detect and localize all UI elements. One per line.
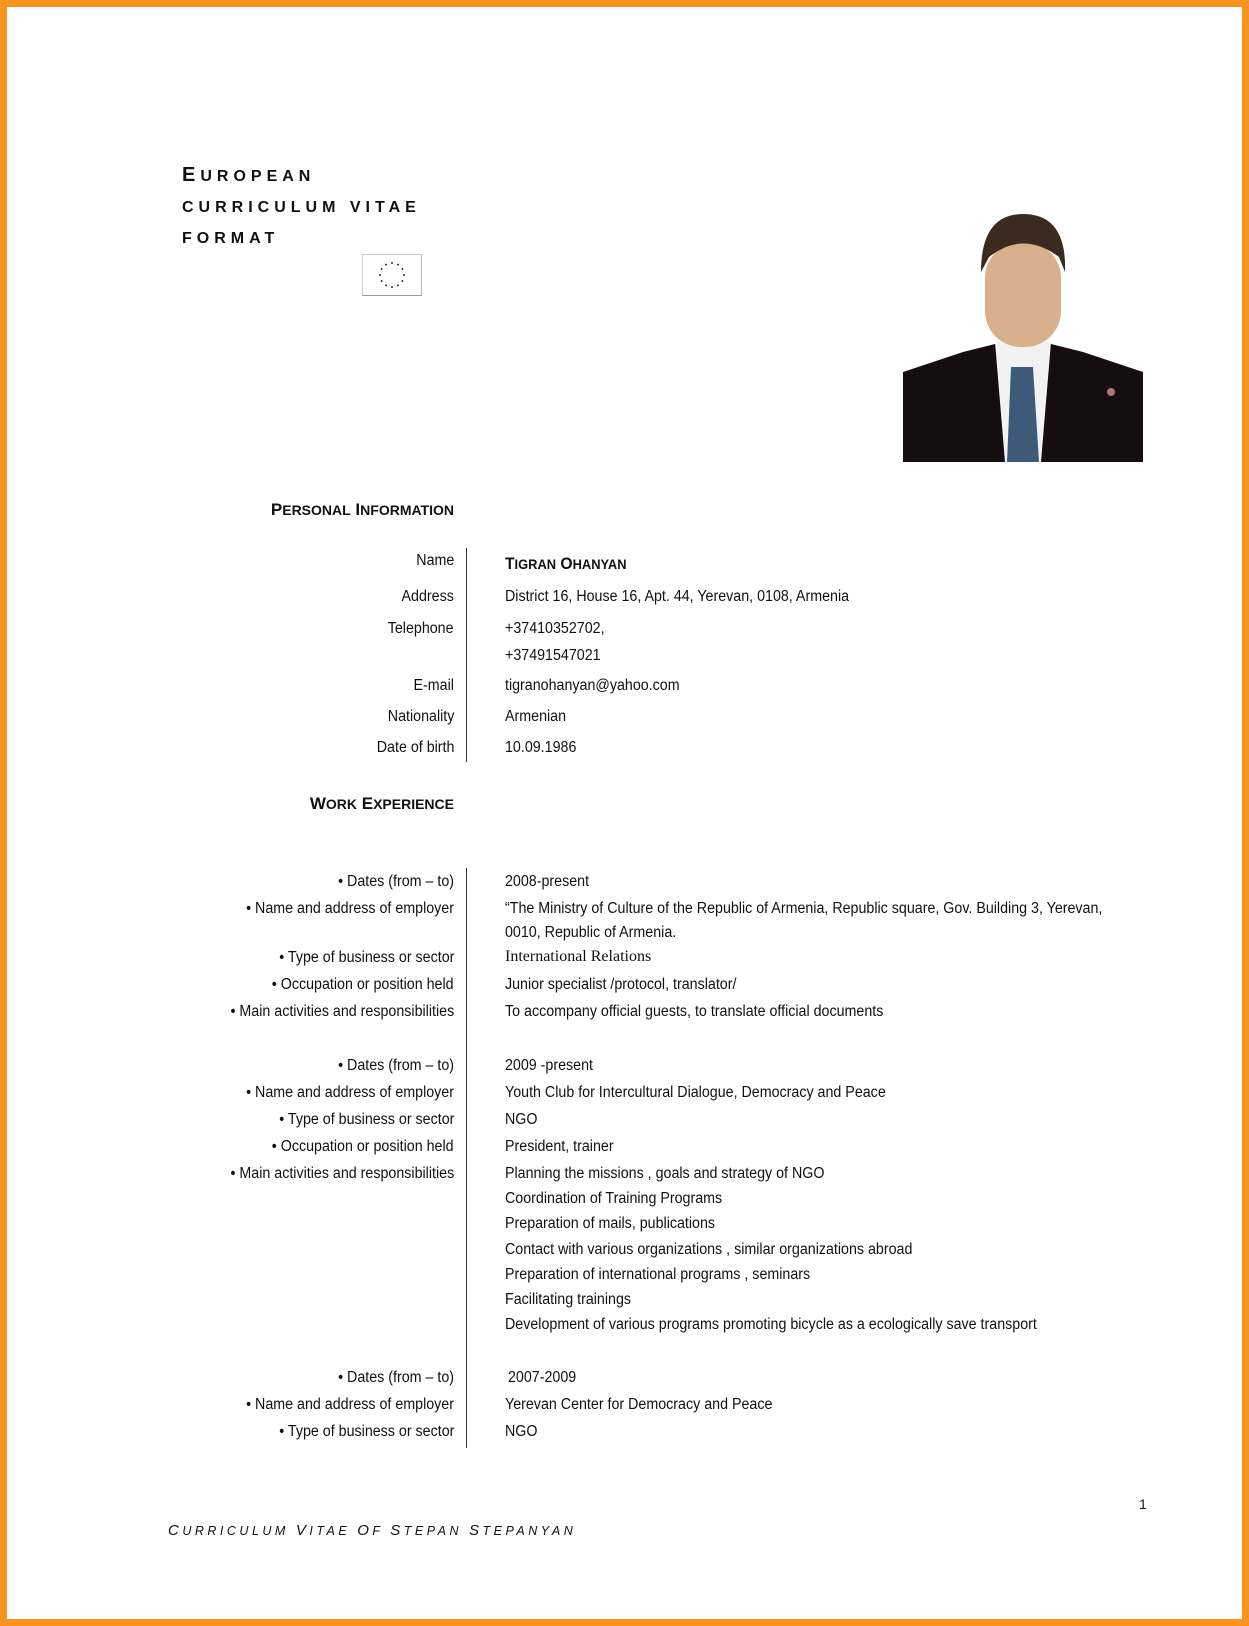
job2-activity: Contact with various organizations , similar organizations abroad — [505, 1241, 913, 1258]
dob-label: Date of birth — [376, 739, 454, 756]
job2-occupation-label: • Occupation or position held — [272, 1138, 454, 1155]
job2-dates-label: • Dates (from – to) — [338, 1057, 454, 1074]
title-line-1-rest: UROPEAN — [200, 168, 316, 185]
job3-employer: Yerevan Center for Democracy and Peace — [505, 1396, 773, 1413]
nationality-value: Armenian — [505, 708, 567, 725]
address-value: District 16, House 16, Apt. 44, Yerevan, 0108, Armenia — [505, 588, 850, 605]
telephone-label: Telephone — [388, 620, 454, 637]
job2-activity: Facilitating trainings — [505, 1291, 632, 1308]
job1-employer-cont: 0010, Republic of Armenia. — [505, 924, 677, 941]
dob-value: 10.09.1986 — [505, 739, 577, 756]
name-value: TIGRAN OHANYAN — [505, 554, 627, 573]
job1-activities-label: • Main activities and responsibilities — [230, 1003, 454, 1020]
job1-activity: To accompany official guests, to translate official documents — [505, 1003, 884, 1020]
job2-employer-label: • Name and address of employer — [246, 1084, 454, 1101]
job3-dates-label: • Dates (from – to) — [338, 1369, 454, 1386]
job2-sector-label: • Type of business or sector — [278, 1111, 454, 1128]
job2-dates: 2009 -present — [505, 1057, 594, 1074]
footer-text: CURRICULUM VITAE OF STEPAN STEPANYAN — [168, 1522, 577, 1539]
job2-activities-label: • Main activities and responsibilities — [230, 1165, 454, 1182]
personal-divider — [466, 548, 467, 762]
title-line-1: EUROPEAN — [182, 164, 316, 186]
job2-activity: Development of various programs promoting bicycle as a ecologically save transport — [505, 1316, 1037, 1333]
portrait-photo — [903, 202, 1143, 462]
work-divider — [466, 868, 467, 1448]
email-label: E-mail — [413, 677, 454, 694]
nationality-label: Nationality — [387, 708, 454, 725]
job1-occupation: Junior specialist /protocol, translator/ — [505, 976, 737, 993]
job1-dates-label: • Dates (from – to) — [338, 873, 454, 890]
job1-employer: “The Ministry of Culture of the Republic of Armenia, Republic square, Gov. Building 3, Yerevan, — [505, 900, 1103, 917]
job2-sector: NGO — [505, 1111, 538, 1128]
job2-activity: Coordination of Training Programs — [505, 1190, 723, 1207]
job3-sector-label: • Type of business or sector — [278, 1423, 454, 1440]
job3-sector: NGO — [505, 1423, 538, 1440]
telephone-value-1: +37410352702, — [505, 620, 605, 637]
job2-activity: Planning the missions , goals and strategy of NGO — [505, 1165, 825, 1182]
job1-employer-label: • Name and address of employer — [246, 900, 454, 917]
job1-sector-label: • Type of business or sector — [278, 949, 454, 966]
eu-flag-icon — [362, 254, 422, 296]
job1-occupation-label: • Occupation or position held — [272, 976, 454, 993]
job2-activity: Preparation of international programs , seminars — [505, 1266, 811, 1283]
title-line-2: CURRICULUM VITAE — [182, 199, 421, 216]
email-value[interactable]: tigranohanyan@yahoo.com — [505, 677, 680, 694]
job2-occupation: President, trainer — [505, 1138, 614, 1155]
job2-employer: Youth Club for Intercultural Dialogue, Democracy and Peace — [505, 1084, 886, 1101]
page-number: 1 — [1139, 1496, 1147, 1512]
job2-activity: Preparation of mails, publications — [505, 1215, 716, 1232]
job3-employer-label: • Name and address of employer — [246, 1396, 454, 1413]
name-label: Name — [415, 552, 454, 569]
work-experience-heading: WORK EXPERIENCE — [309, 794, 454, 813]
personal-info-heading: PERSONAL INFORMATION — [270, 500, 454, 519]
job1-sector: International Relations — [505, 948, 652, 965]
title-line-3: FORMAT — [182, 230, 280, 247]
job3-dates: 2007-2009 — [508, 1369, 577, 1386]
job1-dates: 2008-present — [505, 873, 590, 890]
cv-title — [182, 160, 421, 254]
telephone-value-2: +37491547021 — [505, 647, 601, 664]
address-label: Address — [401, 588, 454, 605]
